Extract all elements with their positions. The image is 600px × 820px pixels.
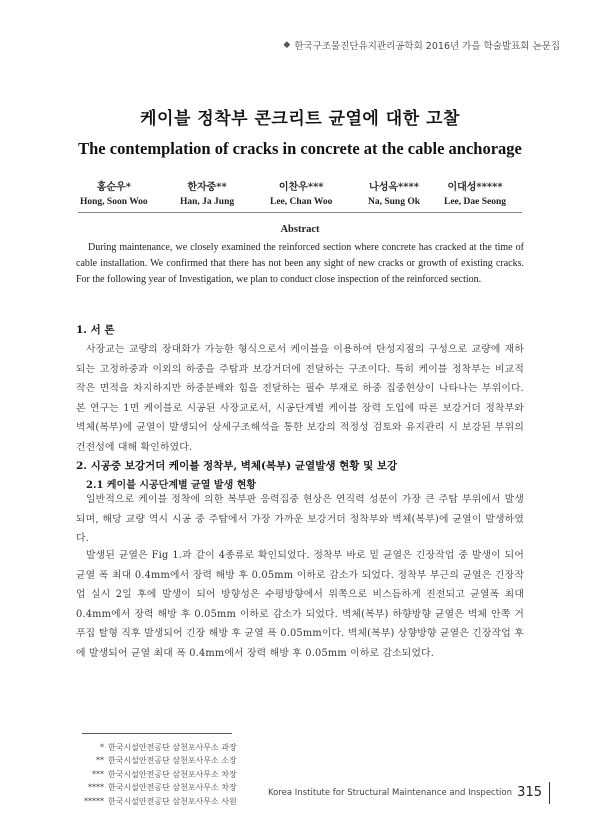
author-name-en: Han, Ja Jung: [180, 197, 235, 207]
author: [270, 178, 332, 207]
author-name-ko: 이찬우***: [278, 182, 324, 193]
footnote: * 한국시설안전공단 삼천포사무소 과장: [100, 743, 237, 752]
author-name-en: Hong, Soon Woo: [80, 197, 148, 207]
section-1-paragraph: 사장교는 교량의 장대화가 가능한 형식으로서 케이블을 이용하여 탄성지점의 구성으로 교량에 재하되는 고정하중과 이외의 하중을 주탑과 보강거더에 전달하는 구조이다. 특히 케이블 정착부는 비교적 작은 면적을 차지하지만 하중분배와 힘을 전달하는 필수 부재로 하중 집중현상이 나타나는 부위이다. 본 연구는 1면 케이블로 시공된 사장교로서, 시공단계별 케이블 장력 도입에 따른 보강거더 정착부와 벽체(복부)에 균열이 발생되어 상세구조해석을 통한 보강의 적정성 검토와 유지관리 시 보강된 부위의 건전성에 대해 확인하였다.: [76, 344, 524, 453]
author-name-en: Lee, Chan Woo: [270, 197, 333, 207]
author: [368, 178, 420, 207]
author-name-ko: 이대성*****: [447, 182, 503, 193]
author: [180, 178, 234, 207]
author: [80, 178, 148, 207]
author: [444, 178, 506, 207]
footnote-divider: [82, 733, 232, 734]
section-2-paragraph-1: 일반적으로 케이블 정착에 의한 복부판 응력집중 현상은 연직력 성분이 가장 큰 주탑 부위에서 발생되며, 해당 교량 역시 시공 중 주탑에서 가장 가까운 보강거더 정착부와 벽체(복부)에 균열이 발생하였다.: [76, 494, 524, 544]
section-2-paragraph-2: 발생된 균열은 Fig 1.과 같이 4종류로 확인되었다. 정착부 바로 밑 균열은 긴장작업 중 발생이 되어 균열 폭 최대 0.4mm에서 장력 해방 후 0.05mm 이하로 감소가 되었다. 정착부 부근의 균열은 긴장작업 실시 2일 후에 발생이 되어 방향성은 수평방향에서 위쪽으로 비스듬하게 진전되고 균열폭 최대 0.4mm에서 장력 해방 후 0.05mm 이하로 감소가 되었다. 벽체(복부) 하향방향 균열은 벽체 안쪽 거푸집 탈형 직후 발생되어 긴장 해방 후 균열 폭 0.05mm이다. 벽체(복부) 상향방향 균열은 긴장작업 후에 발생되어 균열 최대 폭 0.4mm에서 장력 해방 후 0.05mm 이하로 감소되었다.: [76, 550, 524, 659]
section-2-1-heading: 2.1 케이블 시공단계별 균열 발생 현황: [86, 480, 257, 491]
author-name-en: Na, Sung Ok: [368, 197, 421, 207]
abstract-text: During maintenance, we closely examined the reinforced section where concrete has cracked at the time of cable installation. We confirmed that there has not been any sight of new cracks or growth of existing cracks. For the following year of Investigation, we plan to conduct close inspection of the reinforced section.: [76, 242, 524, 285]
footer-institute: Korea Institute for Structural Maintenance and Inspection: [268, 788, 512, 798]
section-2-heading: 2. 시공중 보강거더 케이블 정착부, 벽체(복부) 균열발생 현황 및 보강: [76, 460, 398, 472]
page-number-bar: [549, 782, 550, 804]
footnote: *** 한국시설안전공단 삼천포사무소 차장: [92, 769, 237, 779]
footnote: **** 한국시설안전공단 삼천포사무소 차장: [88, 783, 237, 793]
author-name-ko: 한자중**: [187, 182, 227, 193]
author-name-en: Lee, Dae Seong: [444, 197, 507, 207]
header-text: 한국구조물진단유지관리공학회 2016년 가을 학술발표회 논문집: [294, 41, 560, 52]
footnote: ** 한국시설안전공단 삼천포사무소 소장: [96, 756, 237, 766]
title-english: The contemplation of cracks in concrete at the cable anchorage: [78, 139, 522, 158]
author-name-ko: 나성옥****: [369, 182, 419, 193]
page-number: 315: [517, 785, 542, 800]
footnote: ***** 한국시설안전공단 삼천포사무소 사원: [84, 796, 237, 806]
author-name-ko: 홍순우*: [96, 182, 131, 193]
abstract-heading: Abstract: [280, 224, 320, 235]
title-korean: 케이블 정착부 콘크리트 균열에 대한 고찰: [140, 109, 460, 129]
running-header: [283, 38, 560, 52]
section-1-heading: 1. 서 론: [76, 324, 115, 336]
title-divider: [78, 212, 522, 213]
header-diamond-icon: ◆: [283, 40, 291, 50]
